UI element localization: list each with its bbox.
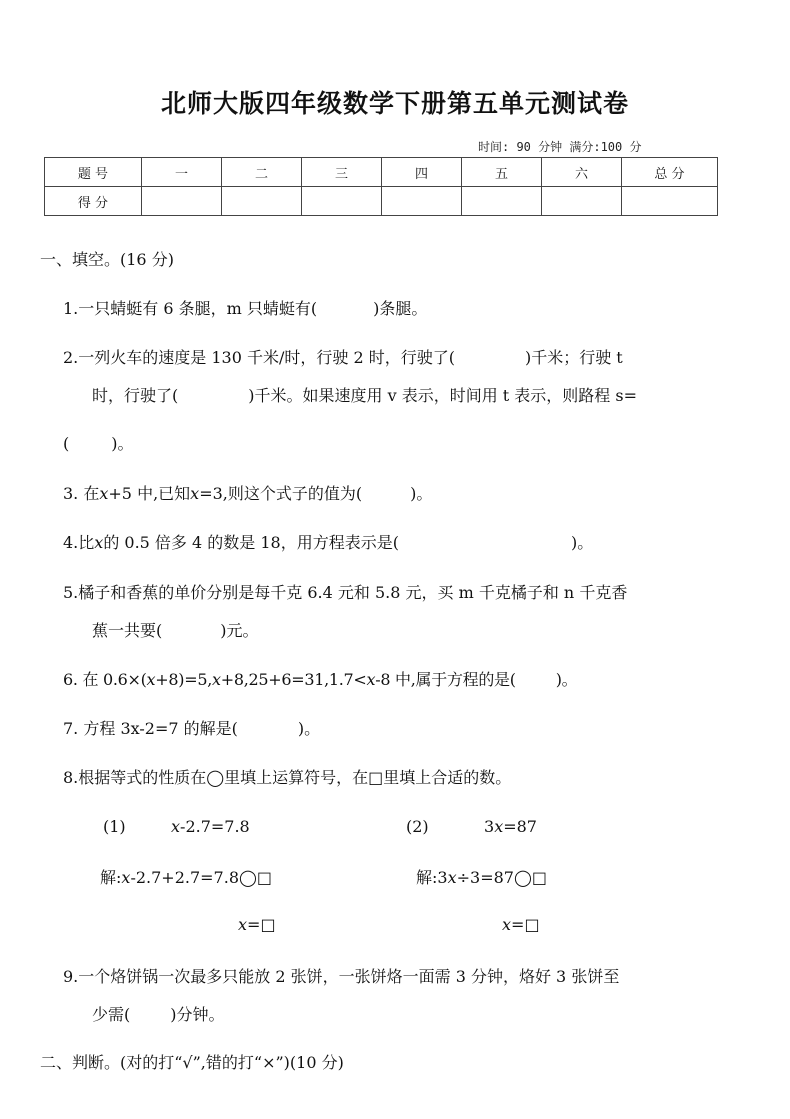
q3-text-c: =3,则这个式子的值为(: [199, 484, 363, 503]
q8-r2-b: =□: [511, 915, 540, 934]
variable-x: x: [94, 533, 104, 552]
section-2-heading: 二、判断。(对的打“√”,错的打“×”)(10 分): [40, 1053, 344, 1072]
q8-s2-a: 解:3: [416, 868, 448, 887]
variable-x: x: [190, 484, 200, 503]
score-header-cell: 四: [382, 158, 462, 187]
score-header-cell: 二: [222, 158, 302, 187]
q2-text-l1b: )千米；行驶 t: [524, 348, 623, 367]
q5-text-l2b: )元。: [220, 621, 259, 640]
q3-text-b: +5 中,已知: [108, 484, 191, 503]
exam-meta: 时间: 90 分钟 满分:100 分: [478, 140, 642, 154]
q4-text-c: )。: [570, 533, 594, 552]
score-header-cell: 五: [462, 158, 542, 187]
question-4: [63, 530, 593, 553]
q8-part-2-label: (2): [406, 817, 429, 836]
question-5-line-2: [92, 618, 259, 641]
q1-text-b: )条腿。: [373, 299, 428, 318]
variable-x: x: [366, 670, 376, 689]
q6-text-c: +8,25+6=31,1.7<: [220, 670, 367, 689]
q4-text-a: 4.比: [63, 533, 95, 552]
variable-x: x: [171, 817, 181, 836]
q9-text-l2a: 少需(: [92, 1005, 131, 1024]
q8-result-1[interactable]: [238, 915, 276, 934]
q7-text-a: 7. 方程 3x-2=7 的解是(: [63, 719, 238, 738]
question-2-line-3: [63, 431, 134, 454]
variable-x: x: [238, 915, 248, 934]
score-input-cell[interactable]: [222, 187, 302, 216]
score-table-score-row: [45, 187, 718, 216]
q8-p2-eq: =87: [503, 817, 537, 836]
q3-text-a: 3. 在: [63, 484, 100, 503]
question-6: [63, 667, 577, 690]
question-8-intro: 8.根据等式的性质在◯里填上运算符号，在□里填上合适的数。: [63, 768, 512, 787]
score-table: [44, 157, 718, 216]
question-9-line-1: 9.一个烙饼锅一次最多只能放 2 张饼，一张饼烙一面需 3 分钟，烙好 3 张饼至: [63, 967, 620, 986]
q6-text-a: 6. 在 0.6×(: [63, 670, 147, 689]
q8-part-2-equation: [484, 817, 537, 836]
q4-text-b: 的 0.5 倍多 4 的数是 18，用方程表示是(: [103, 533, 399, 552]
variable-x: x: [211, 670, 221, 689]
q8-part-1-equation: [171, 817, 250, 836]
variable-x: x: [121, 868, 131, 887]
q6-text-d: -8 中,属于方程的是(: [375, 670, 516, 689]
q6-text-b: +8)=5,: [155, 670, 212, 689]
q2-text-l1a: 2.一列火车的速度是 130 千米/时，行驶 2 时，行驶了(: [63, 348, 455, 367]
q8-p2-a: 3: [484, 817, 495, 836]
score-input-cell[interactable]: [302, 187, 382, 216]
score-input-cell[interactable]: [542, 187, 622, 216]
q2-text-l2b: )千米。如果速度用 v 表示，时间用 t 表示，则路程 s=: [248, 386, 638, 405]
score-input-cell[interactable]: [382, 187, 462, 216]
q1-text-a: 1.一只蜻蜓有 6 条腿，m 只蜻蜓有(: [63, 299, 318, 318]
page-title: 北师大版四年级数学下册第五单元测试卷: [160, 89, 629, 118]
q8-s1-a: 解:: [100, 868, 122, 887]
question-1: [63, 296, 427, 319]
variable-x: x: [99, 484, 109, 503]
q9-text-l2b: )分钟。: [170, 1005, 225, 1024]
score-header-cell: 三: [302, 158, 382, 187]
q3-text-d: )。: [410, 484, 433, 503]
q2-text-l3b: )。: [111, 434, 134, 453]
variable-x: x: [447, 868, 457, 887]
score-input-cell[interactable]: [142, 187, 222, 216]
q8-r1-b: =□: [247, 915, 276, 934]
q5-text-l2a: 蕉一共要(: [92, 621, 163, 640]
q8-solution-2[interactable]: [416, 865, 547, 888]
q8-p1-eq: -2.7=7.8: [180, 817, 250, 836]
score-input-cell[interactable]: [462, 187, 542, 216]
score-header-cell: 六: [542, 158, 622, 187]
q8-part-1-label: (1): [103, 817, 126, 836]
question-7: [63, 716, 320, 739]
question-9-line-2: [92, 1002, 225, 1025]
variable-x: x: [146, 670, 156, 689]
variable-x: x: [502, 915, 512, 934]
q8-result-2[interactable]: [502, 915, 540, 934]
q8-solution-1[interactable]: [100, 865, 272, 888]
score-header-cell: 一: [142, 158, 222, 187]
score-header-cell: 总 分: [622, 158, 718, 187]
question-5-line-1: 5.橘子和香蕉的单价分别是每千克 6.4 元和 5.8 元，买 m 千克橘子和 n 千克香: [63, 583, 628, 602]
section-1-heading: 一、填空。(16 分): [40, 250, 174, 269]
question-3: [63, 481, 432, 504]
q7-text-b: )。: [297, 719, 321, 738]
q8-s1-b: -2.7+2.7=7.8◯□: [130, 868, 273, 887]
q2-text-l2a: 时，行驶了(: [92, 386, 179, 405]
score-row-label: 得 分: [45, 187, 142, 216]
q8-s2-b: ÷3=87◯□: [456, 868, 547, 887]
score-table-header-row: [45, 158, 718, 187]
question-2-line-2: [92, 383, 637, 406]
score-input-cell[interactable]: [622, 187, 718, 216]
variable-x: x: [494, 817, 504, 836]
q2-text-l3a: (: [63, 434, 70, 453]
question-2-line-1: [63, 345, 623, 368]
q6-text-e: )。: [555, 670, 578, 689]
score-header-cell: 题 号: [45, 158, 142, 187]
